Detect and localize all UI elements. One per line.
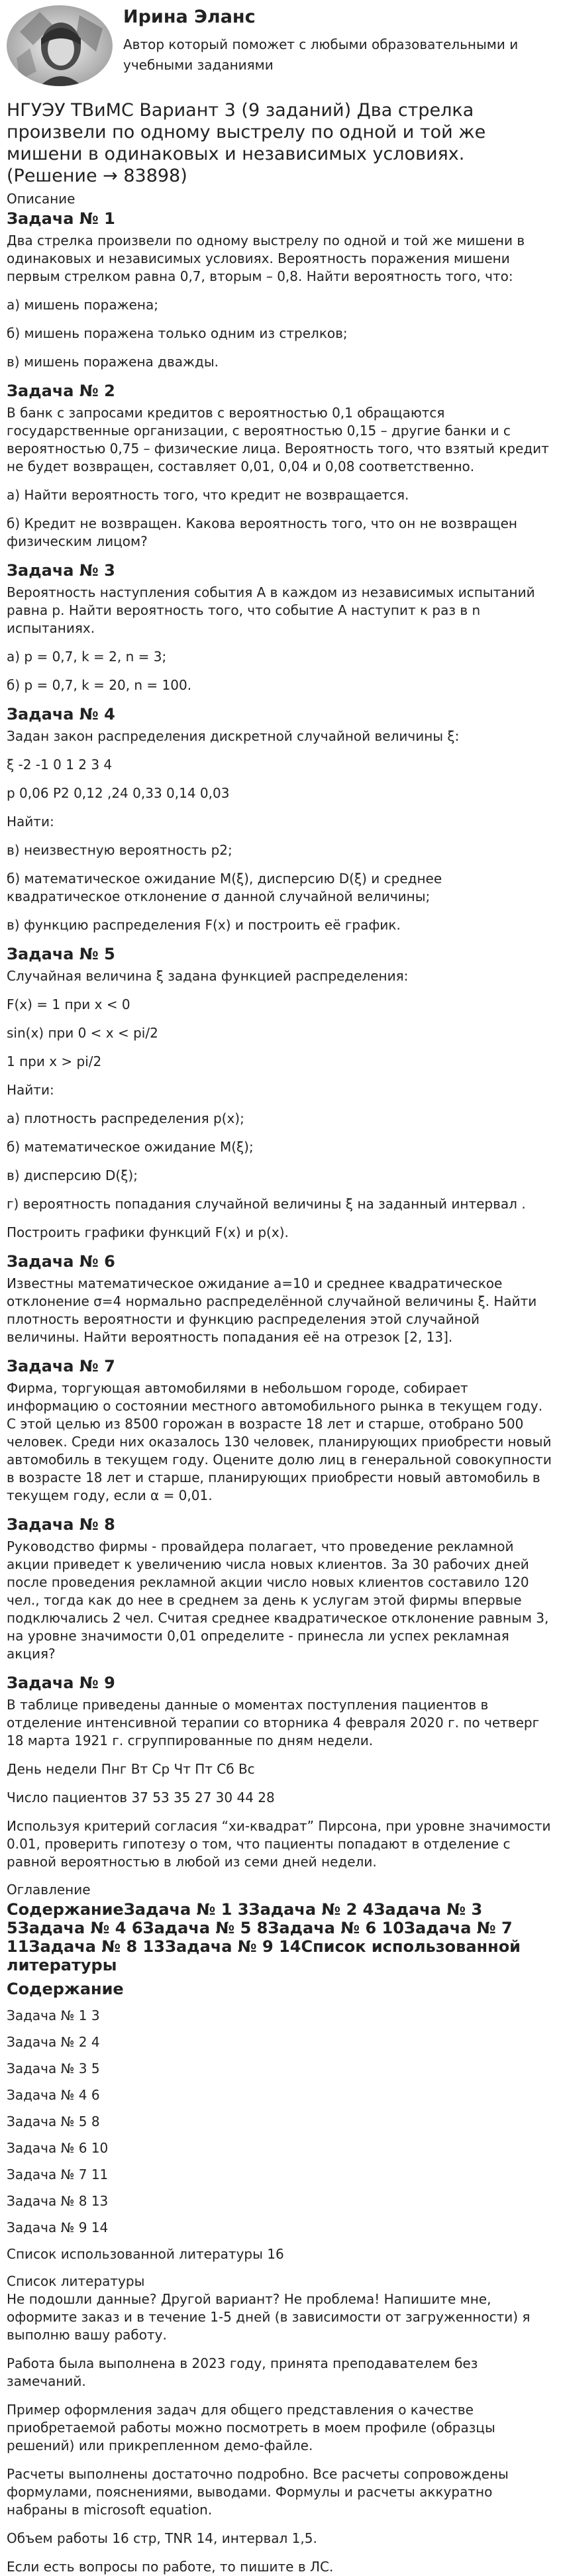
task-paragraph: sin(x) при 0 < x < pi/2 [7,1025,158,1041]
task-heading: Задача № 8 [7,1515,115,1534]
task-paragraph: в) неизвестную вероятность p2; [7,842,232,858]
toc-item: Задача № 2 4 [7,2034,100,2050]
task-paragraph: Два стрелка произвели по одному выстрелу по одной и той же мишени в одинаковых и независимых условиях. Вероятность поражения мишени первым стрелком равна 0,7, вторым – 0,8. Найти вероятность того, что: [7,233,525,284]
task-paragraph: 1 при x > pi/2 [7,1053,102,1069]
document-content [0,99,561,2576]
task-paragraph: г) вероятность попадания случайной величины ξ на заданный интервал . [7,1196,526,1212]
author-header [0,0,561,93]
task-paragraph: б) математическое ожидание M(ξ); [7,1139,254,1155]
toc-label: Оглавление [7,1882,91,1898]
task-paragraph: Случайная величина ξ задана функцией распределения: [7,968,409,984]
task-heading: Задача № 4 [7,705,115,724]
author-avatar[interactable] [7,5,113,86]
task-paragraph: Вероятность наступления события А в каждом из независимых испытаний равна р. Найти вероятность того, что событие А наступит к раз в n испытаниях. [7,584,535,636]
task-heading: Задача № 7 [7,1357,115,1375]
task-paragraph: p 0,06 P2 0,12 ,24 0,33 0,14 0,03 [7,785,230,801]
task-paragraph: Используя критерий согласия “хи-квадрат” Пирсона, при уровне значимости 0.01, проверить гипотезу о том, что пациенты попадают в отделение с равной вероятностью в любой из семи дней недели. [7,1818,551,1870]
task-paragraph: В банк с запросами кредитов с вероятностью 0,1 обращаются государственные организации, с вероятностью 0,15 – другие банки и с вероятностью 0,75 – физические лица. Вероятность того, что взятый кредит не будет возвращен, составляет 0,01, 0,04 и 0,08 соответственно. [7,405,549,474]
task-paragraph: а) мишень поражена; [7,297,158,313]
task-paragraph: ξ -2 -1 0 1 2 3 4 [7,757,113,773]
task-heading: Задача № 6 [7,1252,115,1271]
literature-label: Список литературы [7,2273,145,2289]
task-paragraph: В таблице приведены данные о моментах поступления пациентов в отделение интенсивной терапии со вторника 4 февраля 2020 г. по четверг 18 марта 1921 г. сгруппированные по дням недели. [7,1697,540,1748]
avatar-photo-icon [7,5,113,86]
task-paragraph: б) Кредит не возвращен. Какова вероятность того, что он не возвращен физическим лицом? [7,515,518,549]
toc-item: Задача № 7 11 [7,2167,109,2182]
task-heading: Задача № 9 [7,1674,115,1692]
toc-item: Задача № 4 6 [7,2087,100,2103]
task-paragraph: б) р = 0,7, k = 20, n = 100. [7,677,192,693]
task-heading: Задача № 2 [7,382,115,400]
task-paragraph: б) мишень поражена только одним из стрелков; [7,325,348,341]
toc-item: Задача № 6 10 [7,2140,109,2156]
task-paragraph: а) Найти вероятность того, что кредит не возвращается. [7,487,409,503]
task-paragraph: Найти: [7,814,54,830]
toc-item: Задача № 3 5 [7,2061,100,2076]
task-paragraph: Найти: [7,1082,54,1098]
task-paragraph: в) мишень поражена дважды. [7,354,219,370]
task-heading: Задача № 5 [7,945,115,963]
document-title: НГУЭУ ТВиМС Вариант 3 (9 заданий) Два стрелка произвели по одному выстрелу по одной и той же мишени в одинаковых и независимых условиях. (Решение → 83898) [7,100,486,186]
task-paragraph: в) функцию распределения F(x) и построить её график. [7,917,401,933]
toc-item: Задача № 9 14 [7,2220,109,2235]
note-paragraph: Расчеты выполнены достаточно подробно. Все расчеты сопровождены формулами, пояснениями, выводами. Формулы и расчеты аккуратно набраны в microsoft equation. [7,2466,509,2518]
toc-item: Список использованной литературы 16 [7,2246,284,2262]
task-paragraph: Руководство фирмы - провайдера полагает, что проведение рекламной акции приведет к увеличению числа новых клиентов. За 30 рабочих дней после проведения рекламной акции число новых клиентов составило 120 чел., тогда как до нее в среднем за день к услугам этой фирмы впервые подключались 2 чел. Считая среднее квадратическое отклонение равным 3, на уровне значимости 0,01 определите - принесла ли успех рекламная акция? [7,1538,549,1662]
task-paragraph: а) р = 0,7, k = 2, n = 3; [7,649,167,665]
task-paragraph: Построить графики функций F(x) и p(x). [7,1224,289,1240]
description-label: Описание [7,191,76,207]
task-paragraph: Число пациентов 37 53 35 27 30 44 28 [7,1790,275,1805]
toc-heading: Содержание [7,1980,124,1998]
note-paragraph: Пример оформления задач для общего представления о качестве приобретаемой работы можно посмотреть в моем профиле (образцы решений) или прикрепленном демо-файле. [7,2402,495,2453]
task-paragraph: Известны математическое ожидание a=10 и среднее квадратическое отклонение σ=4 нормально распределённой случайной величины ξ. Найти плотность вероятности и функцию распределения этой случайной величины. Найти вероятность попадания её на отрезок [2, 13]. [7,1275,537,1345]
toc-item: Задача № 1 3 [7,2008,100,2023]
note-paragraph: Работа была выполнена в 2023 году, принята преподавателем без замечаний. [7,2355,478,2389]
task-heading: Задача № 3 [7,561,115,580]
note-paragraph: Если есть вопросы по работе, то пишите в ЛС. [7,2559,334,2575]
task-heading: Задача № 1 [7,209,115,228]
author-description: Автор который поможет с любыми образовательными и учебными заданиями [123,36,519,73]
task-paragraph: День недели Пнг Вт Ср Чт Пт Сб Вс [7,1761,255,1777]
note-paragraph: Не подошли данные? Другой вариант? Не проблема! Напишите мне, оформите заказ и в течение 1-5 дней (в зависимости от загруженности) я выполню вашу работу. [7,2291,531,2343]
toc-inline-text: СодержаниеЗадача № 1 3Задача № 2 4Задача № 3 5Задача № 4 6Задача № 5 8Задача № 6 10Задача № 7 11Задача № 8 13Задача № 9 14Список использованной литературы [7,1900,521,1974]
task-paragraph: а) плотность распределения p(x); [7,1110,244,1126]
task-paragraph: F(x) = 1 при x < 0 [7,996,130,1012]
task-paragraph: б) математическое ожидание M(ξ), дисперсию D(ξ) и среднее квадратическое отклонение σ данной случайной величины; [7,871,442,904]
toc-item: Задача № 5 8 [7,2114,100,2129]
task-paragraph: в) дисперсию D(ξ); [7,1167,138,1183]
note-paragraph: Объем работы 16 стр, TNR 14, интервал 1,5. [7,2530,317,2546]
author-name[interactable]: Ирина Эланс [123,7,256,27]
toc-item: Задача № 8 13 [7,2193,109,2209]
task-paragraph: Задан закон распределения дискретной случайной величины ξ: [7,728,460,744]
task-paragraph: Фирма, торгующая автомобилями в небольшом городе, собирает информацию о состоянии местного автомобильного рынка в текущем году. С этой целью из 8500 горожан в возрасте 18 лет и старше, отобрано 500 человек. Среди них оказалось 130 человек, планирующих приобрести новый автомобиль в текущем году. Оцените долю лиц в генеральной совокупности в возрасте 18 лет и старше, планирующих приобрести новый автомобиль в текущем году, если α = 0,01. [7,1380,552,1503]
